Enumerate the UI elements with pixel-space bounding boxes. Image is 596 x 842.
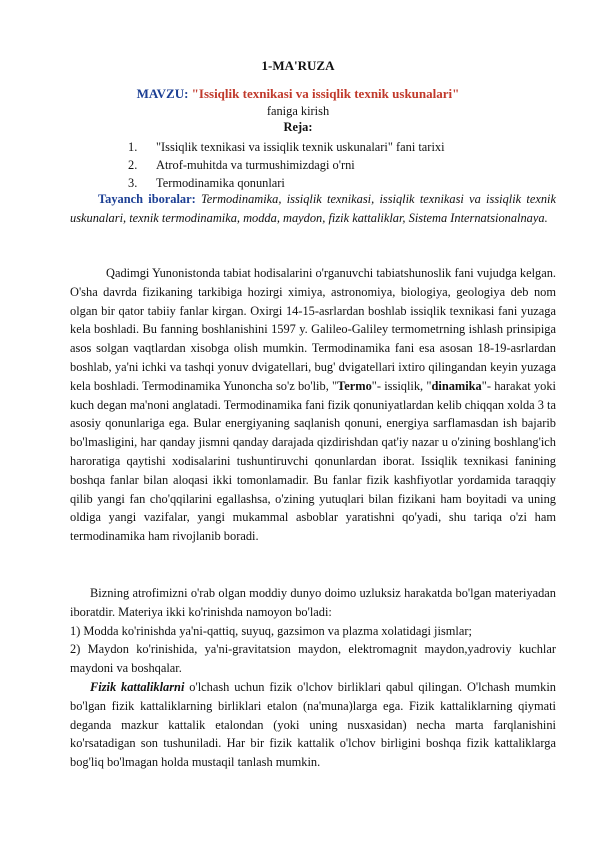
topic-label: MAVZU: [136, 86, 189, 101]
plan-item-text: Termodinamika qonunlari [156, 176, 285, 190]
keywords-paragraph [70, 190, 556, 228]
term-dinamika: dinamika [431, 378, 482, 393]
topic-line [0, 86, 596, 102]
history-text-1: Qadimgi Yunonistonda tabiat hodisalarini o'rganuvchi tabiatshunoslik fani vujudga kelgan. O'sha davrda fizikaning tarkibiga hozirgi ximiya, astronomiya, biologiya, geologiya deb nom olgan bir qator tabiiy fanlar kirgan. Oxirgi 14-15-asrlardan boshlab issiqlik texnikasi fani yuzaga kela boshladi. Bu fanning boshlanishini 1597 y. Galileo-Galiley termometrning ishlash prinsipiga asos solgan vaqtlardan xisobga olish mumkin. Termodinamika fani esa asosan 18-19-asrlardan boshlab, ya'ni ichki va tashqi yonuv dvigatellari, bug' dvigatellari ixtiro qilingandan keyin yuzaga kela boshladi. Termodinamika Yunoncha so'z bo'lib, " [70, 266, 556, 393]
matter-paragraph: Bizning atrofimizni o'rab olgan moddiy dunyo doimo uzluksiz harakatda bo'lgan materiyadan iboratdir. Materiya ikki ko'rinishda namoyon bo'ladi: [70, 586, 556, 619]
term-termo: Termo [337, 378, 372, 393]
plan-item-text: Atrof-muhitda va turmushimizdagi o'rni [156, 158, 355, 172]
plan-item-number: 3. [128, 176, 138, 190]
keywords-text: Termodinamika, issiqlik texnikasi, issiqlik texnikasi va issiqlik texnik uskunalari, texnik termodinamika, modda, maydon, fizik kattaliklar, Sistema Internatsionalnaya. [70, 192, 556, 225]
quantities-paragraph [70, 678, 556, 772]
topic-title: "Issiqlik texnikasi va issiqlik texnik uskunalari" [191, 86, 460, 101]
quantities-text: o'lchash uchun fizik o'lchov birliklari qabul qilingan. O'lchash mumkin bo'lgan fizik kattaliklarning birliklari etalon (na'muna)larga ega. Fizik kattaliklarning qiymati deganda mazkur kattalik etalondan (yoki uning nusxasidan) necha marta farqlanishini ko'rsatadigan son tushuniladi. Har bir fizik kattalik o'lchov birligini boshqa fizik kattaliklarga bog'liq bo'lmagan holda mustaqil tanlash mumkin. [70, 680, 556, 770]
keywords-label: Tayanch iboralar: [98, 192, 196, 206]
history-text-3: "- harakat yoki kuch degan ma'noni anglatadi. Termodinamika fani fizik qonuniyatlardan kelib chiqqan xolda 3 ta asosiy qonunlariga ega. Bular energiyaning saqlanish qonuni, energiya sarflamasdan ish bajarib bo'lmasligini, har qanday jismni qanday darajada qizdirishdan qat'iy nazar u o'zining boshlang'ich haroratiga qaytishi xodisalarini tushuntiruvchi qonunlardan iborat. Issiqlik texnikasi fanining boshqa fanlar bilan aloqasi ikki tomonlamadir. Bu fanlar fizik kashfiyotlar yordamida taraqqiy qilib yangi fan cho'qqilarini egallashsa, o'zining yutuqlari bilan fizikani ham boyitadi va uning oldiga yangi vazifalar, yangi mukammal asboblar yaratishni qo'yadi, shu tariqa o'zi ham termodinamika ham rivojlanib boradi. [70, 378, 556, 544]
term-fizik-kattaliklar: Fizik kattaliklarni [90, 680, 185, 694]
history-paragraph [70, 264, 556, 546]
plan-item-text: "Issiqlik texnikasi va issiqlik texnik uskunalari" fani tarixi [156, 140, 445, 154]
plan-item-number: 1. [128, 140, 138, 154]
list-item: 2) Maydon ko'rinishida, ya'ni-gravitatsion maydon, elektromagnit maydon,yadroviy kuchlar maydoni va boshqalar. [70, 642, 556, 675]
topic-subtitle: faniga kirish [266, 104, 330, 118]
plan-title: Reja: [283, 120, 313, 134]
list-item: 1) Modda ko'rinishda ya'ni-qattiq, suyuq, gazsimon va plazma xolatidagi jismlar; [70, 624, 472, 638]
plan-item-number: 2. [128, 158, 138, 172]
history-text-2: "- issiqlik, " [371, 378, 432, 393]
lecture-heading: 1-MA'RUZA [261, 58, 335, 73]
